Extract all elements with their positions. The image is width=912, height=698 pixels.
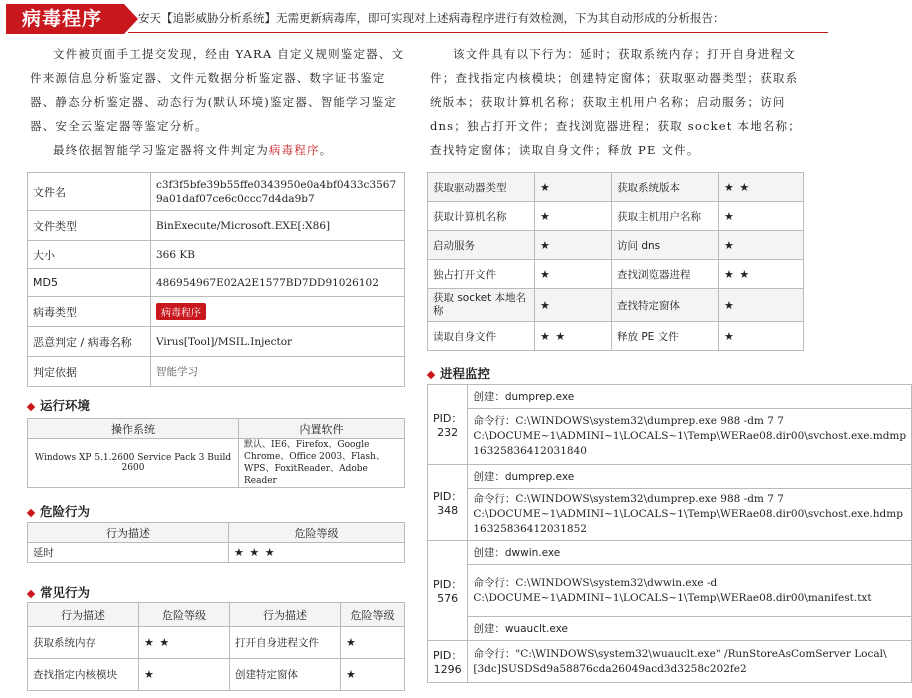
run-env-title: 运行环境 [28,396,90,414]
behaviors-table [427,172,804,351]
file-info-table [27,172,405,387]
behavior-row-level: ★ [719,202,804,231]
process-table [427,384,912,683]
danger-row-level: ★ ★ ★ [229,543,405,563]
label-virus-type: 病毒类型 [28,297,151,327]
common-row-desc: 获取系统内存 [28,627,139,659]
report-header [0,0,835,40]
process-pid: PID：1296 [428,641,468,683]
header-tag: 病毒程序 [6,4,124,34]
common-row-level: ★ ★ [139,627,230,659]
value-basis: 智能学习 [151,357,405,387]
behavior-row-level: ★ [719,231,804,260]
process-cmd: 命令行：C:\WINDOWS\system32\dwwin.exe -d C:\DOCUME~1\ADMINI~1\LOCALS~1\Temp\WERae08.dir00\manifest.txt [468,565,912,617]
common-col4: 危险等级 [341,603,405,627]
common-row-level: ★ [341,659,405,691]
behavior-row-level: ★ ★ [535,322,612,351]
label-basis: 判定依据 [28,357,151,387]
behavior-row-desc: 查找浏览器进程 [612,260,719,289]
common-row-desc: 查找指定内核模块 [28,659,139,691]
behavior-row-desc: 获取 socket 本地名称 [428,289,535,322]
label-malicious: 恶意判定 / 病毒名称 [28,327,151,357]
common-table [27,602,405,691]
behavior-row-desc: 独占打开文件 [428,260,535,289]
behavior-row-desc: 查找特定窗体 [612,289,719,322]
process-title: 进程监控 [428,364,490,382]
common-row-desc: 创建特定窗体 [230,659,341,691]
process-create: 创建：dumprep.exe [468,465,912,489]
label-filetype: 文件类型 [28,211,151,241]
behavior-row-level: ★ ★ [719,173,804,202]
run-env-col-os: 操作系统 [28,419,239,439]
header-divider [128,32,828,33]
danger-table [27,522,405,563]
label-filename: 文件名 [28,173,151,211]
behavior-row-desc: 获取计算机名称 [428,202,535,231]
label-md5: MD5 [28,269,151,297]
behavior-row-level: ★ [535,173,612,202]
run-env-os: Windows XP 5.1.2600 Service Pack 3 Build 2600 [28,439,239,488]
common-row-level: ★ [139,659,230,691]
behavior-row-desc: 获取系统版本 [612,173,719,202]
common-row-desc: 打开自身进程文件 [230,627,341,659]
value-size: 366 KB [151,241,405,269]
behavior-row-desc: 获取主机用户名称 [612,202,719,231]
process-cmd: 命令行：C:\WINDOWS\system32\dumprep.exe 988 -dm 7 7 C:\DOCUME~1\ADMINI~1\LOCALS~1\Temp\WERae08.dir00\svchost.exe.hdmp 16325836412031852 [468,489,912,541]
behavior-row-level: ★ ★ [719,260,804,289]
danger-title: 危险行为 [28,502,90,520]
common-col2: 危险等级 [139,603,230,627]
danger-row-desc: 延时 [28,543,229,563]
label-size: 大小 [28,241,151,269]
behavior-text: 该文件具有以下行为：延时；获取系统内存；打开自身进程文件；查找指定内核模块；创建特定窗体；获取驱动器类型；获取系统版本；获取计算机名称；获取主机用户名称；启动服务；访问 dns；独占打开文件；查找浏览器进程；获取 socket 本地名称；查找特定窗体；读取自身文件；释放 PE 文件。 [430,47,801,157]
value-md5: 486954967E02A2E1577BD7DD91026102 [151,269,405,297]
run-env-software: 默认、IE6、Firefox、Google Chrome、Office 2003、Flash、WPS、FoxitReader、Adobe Reader [239,439,405,488]
behavior-row-desc: 读取自身文件 [428,322,535,351]
process-create: 创建：wuauclt.exe [468,617,912,641]
behavior-row-level: ★ [535,260,612,289]
process-pid: PID：348 [428,465,468,541]
common-col3: 行为描述 [230,603,341,627]
behavior-row-level: ★ [535,202,612,231]
behavior-row-level: ★ [719,322,804,351]
intro-p2: 最终依据智能学习鉴定器将文件判定为病毒程序。 [53,143,333,157]
value-filetype: BinExecute/Microsoft.EXE[:X86] [151,211,405,241]
behavior-row-level: ★ [719,289,804,322]
common-col1: 行为描述 [28,603,139,627]
common-row-level: ★ [341,627,405,659]
behavior-row-level: ★ [535,231,612,260]
virus-type-badge: 病毒程序 [156,303,206,320]
process-create: 创建：dwwin.exe [468,541,912,565]
process-pid: PID：232 [428,385,468,465]
common-title: 常见行为 [28,583,90,601]
danger-col-level: 危险等级 [229,523,405,543]
behavior-row-level: ★ [535,289,612,322]
behavior-row-desc: 获取驱动器类型 [428,173,535,202]
behavior-row-desc: 访问 dns [612,231,719,260]
run-env-col-software: 内置软件 [239,419,405,439]
process-pid: PID：576 [428,541,468,641]
run-env-table [27,418,405,488]
value-malicious: Virus[Tool]/MSIL.Injector [151,327,405,357]
intro-paragraph [30,42,408,162]
behavior-paragraph [430,42,804,162]
value-filename: c3f3f5bfe39b55ffe0343950e0a4bf0433c35679a01daf07ce6c0ccc7d4da9b7 [151,173,405,211]
intro-p1: 文件被页面手工提交发现，经由 YARA 自定义规则鉴定器、文件来源信息分析鉴定器、文件元数据分析鉴定器、数字证书鉴定器、静态分析鉴定器、动态行为(默认环境)鉴定器、智能学习鉴定器、安全云鉴定器等鉴定分析。 [30,47,405,133]
header-text: 安天【追影威胁分析系统】无需更新病毒库，即可实现对上述病毒程序进行有效检测，下为其自动形成的分析报告： [138,11,725,25]
process-cmd: 命令行：C:\WINDOWS\system32\dumprep.exe 988 -dm 7 7 C:\DOCUME~1\ADMINI~1\LOCALS~1\Temp\WERae08.dir00\svchost.exe.mdmp 16325836412031840 [468,409,912,465]
danger-col-desc: 行为描述 [28,523,229,543]
process-cmd: 命令行："C:\WINDOWS\system32\wuauclt.exe" /RunStoreAsComServer Local\[3dc]SUSDSd9a58876cda26049acd3d3258c202fe2 [468,641,912,683]
behavior-row-desc: 释放 PE 文件 [612,322,719,351]
verdict-text: 病毒程序 [268,143,320,157]
behavior-row-desc: 启动服务 [428,231,535,260]
process-create: 创建：dumprep.exe [468,385,912,409]
